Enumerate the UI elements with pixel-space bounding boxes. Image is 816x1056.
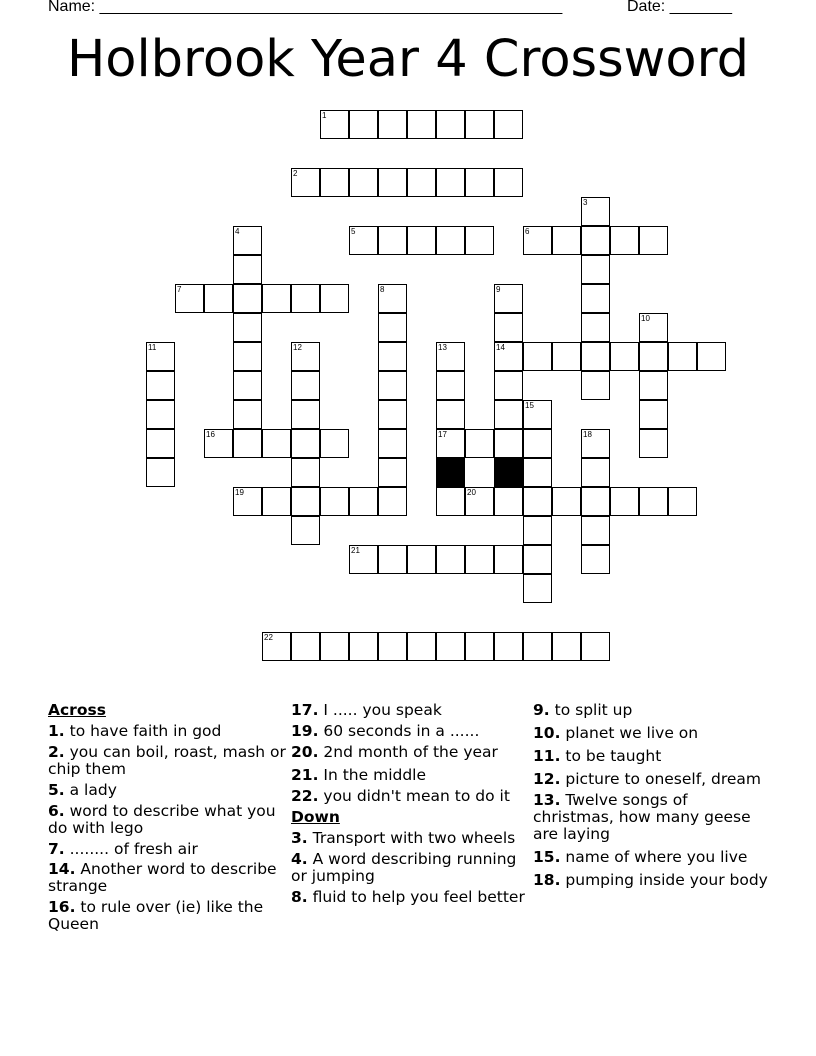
clue-across-17: 17. I ..... you speak	[291, 701, 442, 719]
clue-down-9: 9. to split up	[533, 701, 633, 719]
grid-cell[interactable]	[349, 632, 378, 661]
grid-cell[interactable]	[291, 284, 320, 313]
grid-cell[interactable]	[523, 429, 552, 458]
clue-number: 20	[467, 488, 476, 497]
grid-cell[interactable]	[610, 487, 639, 516]
clue-number: 13	[438, 343, 447, 352]
black-square	[494, 458, 523, 487]
grid-cell[interactable]	[494, 400, 523, 429]
grid-cell[interactable]	[175, 284, 204, 313]
grid-cell[interactable]	[233, 284, 262, 313]
grid-cell[interactable]	[552, 632, 581, 661]
grid-cell[interactable]	[494, 545, 523, 574]
grid-cell[interactable]	[378, 284, 407, 313]
grid-cell[interactable]	[523, 632, 552, 661]
grid-cell[interactable]	[320, 284, 349, 313]
grid-cell[interactable]	[436, 226, 465, 255]
grid-cell[interactable]	[523, 574, 552, 603]
clue-down-15: 15. name of where you live	[533, 848, 748, 866]
grid-cell[interactable]	[668, 487, 697, 516]
grid-cell[interactable]	[204, 429, 233, 458]
grid-cell[interactable]	[436, 429, 465, 458]
clue-across-14: 14. Another word to describe strange	[48, 860, 277, 895]
grid-cell[interactable]	[436, 342, 465, 371]
grid-cell[interactable]	[465, 110, 494, 139]
down-heading: Down	[291, 808, 340, 826]
grid-cell[interactable]	[378, 371, 407, 400]
grid-cell[interactable]	[436, 168, 465, 197]
clue-number: 1	[322, 111, 327, 120]
page-title: Holbrook Year 4 Crossword	[66, 30, 750, 89]
grid-cell[interactable]	[320, 168, 349, 197]
grid-cell[interactable]	[523, 226, 552, 255]
grid-cell[interactable]	[378, 400, 407, 429]
grid-cell[interactable]	[378, 110, 407, 139]
clue-across-6: 6. word to describe what you do with lego	[48, 802, 276, 837]
grid-cell[interactable]	[291, 168, 320, 197]
grid-cell[interactable]	[320, 429, 349, 458]
grid-cell[interactable]	[581, 342, 610, 371]
grid-cell[interactable]	[262, 429, 291, 458]
grid-cell[interactable]	[523, 342, 552, 371]
grid-cell[interactable]	[697, 342, 726, 371]
grid-cell[interactable]	[233, 429, 262, 458]
clue-across-22: 22. you didn't mean to do it	[291, 787, 510, 805]
clue-number: 4	[235, 227, 240, 236]
clue-number: 6	[525, 227, 530, 236]
grid-cell[interactable]	[349, 545, 378, 574]
grid-cell[interactable]	[494, 313, 523, 342]
clue-down-3: 3. Transport with two wheels	[291, 829, 516, 847]
grid-cell[interactable]	[262, 632, 291, 661]
clue-down-10: 10. planet we live on	[533, 724, 699, 742]
grid-cell[interactable]	[233, 400, 262, 429]
grid-cell[interactable]	[146, 429, 175, 458]
grid-cell[interactable]	[233, 226, 262, 255]
grid-cell[interactable]	[523, 487, 552, 516]
clue-across-1: 1. to have faith in god	[48, 722, 222, 740]
grid-cell[interactable]	[581, 284, 610, 313]
grid-cell[interactable]	[378, 545, 407, 574]
grid-cell[interactable]	[436, 371, 465, 400]
clue-number: 16	[206, 430, 215, 439]
grid-cell[interactable]	[291, 342, 320, 371]
grid-cell[interactable]	[581, 371, 610, 400]
grid-cell[interactable]	[320, 110, 349, 139]
grid-cell[interactable]	[436, 632, 465, 661]
grid-cell[interactable]	[378, 458, 407, 487]
clue-number: 19	[235, 488, 244, 497]
grid-cell[interactable]	[146, 458, 175, 487]
grid-cell[interactable]	[436, 400, 465, 429]
clue-number: 8	[380, 285, 385, 294]
clue-across-16: 16. to rule over (ie) like the Queen	[48, 898, 264, 933]
clue-number: 5	[351, 227, 356, 236]
clue-number: 11	[148, 343, 157, 352]
grid-cell[interactable]	[494, 429, 523, 458]
grid-cell[interactable]	[552, 487, 581, 516]
grid-cell[interactable]	[465, 545, 494, 574]
grid-cell[interactable]	[523, 516, 552, 545]
grid-cell[interactable]	[320, 487, 349, 516]
black-square	[436, 458, 465, 487]
grid-cell[interactable]	[320, 632, 349, 661]
clue-number: 2	[293, 169, 298, 178]
grid-cell[interactable]	[233, 313, 262, 342]
date-field-label: Date: _______	[627, 0, 732, 15]
grid-cell[interactable]	[639, 342, 668, 371]
clue-down-4: 4. A word describing running or jumping	[291, 850, 517, 885]
clue-across-21: 21. In the middle	[291, 766, 427, 784]
grid-cell[interactable]	[291, 400, 320, 429]
grid-cell[interactable]	[378, 168, 407, 197]
grid-cell[interactable]	[668, 342, 697, 371]
clue-number: 9	[496, 285, 501, 294]
grid-cell[interactable]	[610, 342, 639, 371]
grid-cell[interactable]	[204, 284, 233, 313]
grid-cell[interactable]	[465, 632, 494, 661]
grid-cell[interactable]	[291, 458, 320, 487]
grid-cell[interactable]	[552, 342, 581, 371]
clue-number: 17	[438, 430, 447, 439]
clue-down-8: 8. fluid to help you feel better	[291, 888, 525, 906]
grid-cell[interactable]	[639, 487, 668, 516]
grid-cell[interactable]	[465, 226, 494, 255]
clues-column-1	[48, 702, 288, 937]
grid-cell[interactable]	[378, 342, 407, 371]
grid-cell[interactable]	[233, 255, 262, 284]
grid-cell[interactable]	[291, 371, 320, 400]
clue-number: 12	[293, 343, 302, 352]
clues-column-2	[291, 702, 531, 910]
grid-cell[interactable]	[523, 545, 552, 574]
clue-number: 21	[351, 546, 360, 555]
grid-cell[interactable]	[639, 429, 668, 458]
grid-cell[interactable]	[349, 226, 378, 255]
grid-cell[interactable]	[146, 371, 175, 400]
grid-cell[interactable]	[407, 168, 436, 197]
grid-cell[interactable]	[407, 545, 436, 574]
clue-number: 15	[525, 401, 534, 410]
grid-cell[interactable]	[610, 226, 639, 255]
clue-number: 18	[583, 430, 592, 439]
grid-cell[interactable]	[291, 487, 320, 516]
grid-cell[interactable]	[639, 400, 668, 429]
grid-cell[interactable]	[581, 632, 610, 661]
grid-cell[interactable]	[349, 110, 378, 139]
grid-cell[interactable]	[639, 371, 668, 400]
grid-cell[interactable]	[146, 342, 175, 371]
grid-cell[interactable]	[494, 168, 523, 197]
grid-cell[interactable]	[494, 371, 523, 400]
grid-cell[interactable]	[465, 487, 494, 516]
clue-across-20: 20. 2nd month of the year	[291, 743, 498, 761]
grid-cell[interactable]	[581, 255, 610, 284]
grid-cell[interactable]	[378, 226, 407, 255]
grid-cell[interactable]	[581, 429, 610, 458]
grid-cell[interactable]	[465, 429, 494, 458]
grid-cell[interactable]	[291, 632, 320, 661]
grid-cell[interactable]	[581, 487, 610, 516]
grid-cell[interactable]	[233, 371, 262, 400]
grid-cell[interactable]	[436, 545, 465, 574]
grid-cell[interactable]	[262, 284, 291, 313]
clues-column-3	[533, 702, 773, 893]
grid-cell[interactable]	[465, 168, 494, 197]
grid-cell[interactable]	[639, 313, 668, 342]
grid-cell[interactable]	[378, 487, 407, 516]
clue-across-7: 7. ........ of fresh air	[48, 840, 198, 858]
grid-cell[interactable]	[378, 313, 407, 342]
clue-down-12: 12. picture to oneself, dream	[533, 770, 762, 788]
grid-cell[interactable]	[494, 284, 523, 313]
grid-cell[interactable]	[291, 429, 320, 458]
name-field-label: Name: ____________________________________________________	[48, 0, 563, 15]
clue-number: 14	[496, 343, 505, 352]
grid-cell[interactable]	[581, 313, 610, 342]
clue-across-19: 19. 60 seconds in a ......	[291, 722, 480, 740]
grid-cell[interactable]	[494, 487, 523, 516]
grid-cell[interactable]	[233, 487, 262, 516]
grid-cell[interactable]	[581, 226, 610, 255]
grid-cell[interactable]	[581, 516, 610, 545]
grid-cell[interactable]	[407, 110, 436, 139]
grid-cell[interactable]	[581, 458, 610, 487]
clue-down-11: 11. to be taught	[533, 747, 662, 765]
grid-cell[interactable]	[146, 400, 175, 429]
grid-cell[interactable]	[349, 487, 378, 516]
grid-cell[interactable]	[378, 429, 407, 458]
grid-cell[interactable]	[494, 110, 523, 139]
across-heading: Across	[48, 701, 106, 719]
grid-cell[interactable]	[349, 168, 378, 197]
grid-cell[interactable]	[407, 632, 436, 661]
grid-cell[interactable]	[436, 487, 465, 516]
grid-cell[interactable]	[581, 545, 610, 574]
clue-down-13: 13. Twelve songs of christmas, how many geese are laying	[533, 791, 751, 843]
grid-cell[interactable]	[407, 226, 436, 255]
clue-number: 22	[264, 633, 273, 642]
clue-number: 3	[583, 198, 588, 207]
grid-cell[interactable]	[523, 400, 552, 429]
grid-cell[interactable]	[262, 487, 291, 516]
clue-number: 10	[641, 314, 650, 323]
grid-cell[interactable]	[233, 342, 262, 371]
grid-cell[interactable]	[552, 226, 581, 255]
grid-cell[interactable]	[494, 342, 523, 371]
clue-across-2: 2. you can boil, roast, mash or chip them	[48, 743, 286, 778]
grid-cell[interactable]	[581, 197, 610, 226]
grid-cell[interactable]	[639, 226, 668, 255]
grid-cell[interactable]	[494, 632, 523, 661]
clue-down-18: 18. pumping inside your body	[533, 871, 768, 889]
grid-cell[interactable]	[436, 110, 465, 139]
grid-cell[interactable]	[291, 516, 320, 545]
grid-cell[interactable]	[378, 632, 407, 661]
grid-cell[interactable]	[523, 458, 552, 487]
clue-across-5: 5. a lady	[48, 781, 117, 799]
clue-number: 7	[177, 285, 182, 294]
